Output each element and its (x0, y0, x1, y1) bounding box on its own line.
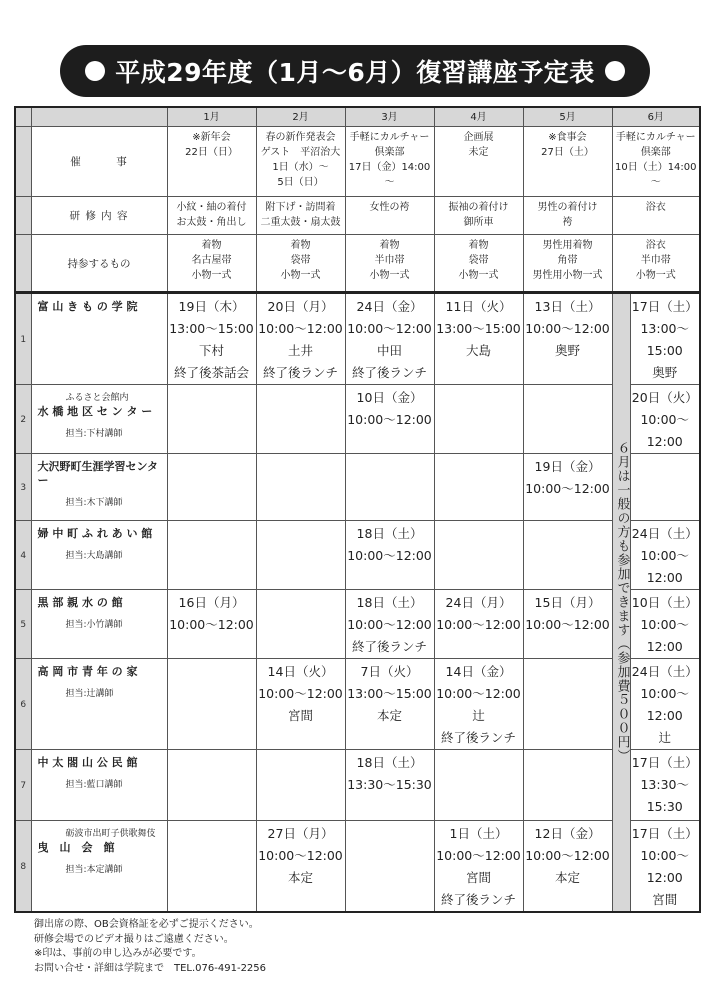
session-cell (630, 820, 700, 912)
month-header: 2月 (256, 107, 345, 126)
info-line: 着物 (290, 239, 311, 251)
info-line: 着物 (468, 239, 489, 251)
info-cell (434, 196, 523, 234)
session-cell (434, 658, 523, 749)
venue-row (15, 658, 700, 749)
session-cell (167, 749, 256, 820)
venue-name-cell (31, 589, 167, 658)
info-line: 振袖の着付け (448, 201, 509, 213)
session-line: 10:00～12:00 (436, 616, 521, 632)
venue-subtitle: ふるさと会館内 (65, 392, 129, 403)
session-cell (256, 589, 345, 658)
session-line: 本定 (554, 869, 580, 885)
info-line: 手軽にカルチャー倶楽部 (349, 131, 430, 158)
row-number-cell (15, 234, 31, 292)
session-cell (256, 658, 345, 749)
session-line: 本定 (376, 707, 402, 723)
info-line: 二重太鼓・扇太鼓 (260, 216, 341, 228)
info-line: 未定 (468, 146, 489, 158)
session-cell (167, 658, 256, 749)
session-line: 13:00～15:00 (640, 320, 690, 358)
session-line: 24日（月） (445, 594, 512, 610)
info-line: 小物一式 (635, 269, 676, 281)
venue-instructor: 担当:大島講師 (65, 550, 123, 561)
page-title: 平成29年度（1月～6月）復習講座予定表 (115, 58, 595, 87)
session-cell (345, 384, 434, 453)
info-line: 1日（水）～ (272, 161, 329, 173)
session-cell (630, 453, 700, 520)
session-line: 辻 (658, 729, 671, 745)
info-line: 袴 (562, 216, 573, 228)
info-cell (345, 126, 434, 196)
venue-name-cell (31, 292, 167, 384)
session-line: 宮間 (465, 869, 491, 885)
venue-instructor: 担当:下村講師 (65, 428, 123, 439)
venue-instructor: 担当:藍口講師 (65, 779, 123, 790)
session-cell (345, 820, 434, 912)
schedule-title-banner (60, 45, 650, 97)
venue-instructor: 担当:小竹講師 (65, 619, 123, 630)
info-line: 春の新作発表会 (265, 131, 336, 143)
info-line: 袋帯 (468, 254, 489, 266)
session-cell (256, 384, 345, 453)
info-line: 小物一式 (369, 269, 410, 281)
bullet-dot-icon (85, 61, 105, 81)
info-cell (167, 234, 256, 292)
session-cell (345, 292, 434, 384)
session-cell (256, 749, 345, 820)
session-line: 大島 (465, 342, 491, 358)
session-line: 10:00～12:00 (436, 685, 521, 701)
session-cell (256, 820, 345, 912)
info-line: 10日（土）14:00～ (614, 161, 697, 188)
session-line: 17日（土） (631, 298, 698, 314)
header-corner-num (15, 107, 31, 126)
session-line: 10:00～12:00 (347, 547, 432, 563)
info-cell (167, 196, 256, 234)
venue-number: 7 (15, 749, 31, 820)
session-line: 10:00～12:00 (169, 616, 254, 632)
session-line: 27日（月） (267, 825, 334, 841)
session-cell (523, 749, 612, 820)
venue-name-cell (31, 453, 167, 520)
venue-number: 1 (15, 292, 31, 384)
session-cell (523, 520, 612, 589)
info-cell (256, 234, 345, 292)
info-line: 男性用着物 (542, 239, 593, 251)
info-line: お太鼓・角出し (176, 216, 247, 228)
session-line: 10:00～12:00 (525, 480, 610, 496)
session-cell (345, 453, 434, 520)
info-line: ※新年会 (192, 131, 231, 143)
session-line: 奥野 (652, 364, 678, 380)
info-line: 着物 (201, 239, 222, 251)
session-line: 10:00～12:00 (525, 616, 610, 632)
items-to-bring-row (15, 234, 700, 292)
session-line: 宮間 (287, 707, 313, 723)
session-line: 18日（土） (356, 525, 423, 541)
session-line: 13:30～15:30 (347, 776, 432, 792)
venue-instructor: 担当:木下講師 (65, 497, 123, 508)
venue-name-cell (31, 384, 167, 453)
session-line: 14日（金） (445, 663, 512, 679)
month-header: 3月 (345, 107, 434, 126)
session-cell (434, 820, 523, 912)
session-cell (256, 292, 345, 384)
month-header: 1月 (167, 107, 256, 126)
info-line: 男性の着付け (537, 201, 598, 213)
info-cell (434, 234, 523, 292)
session-cell (345, 749, 434, 820)
session-line: 24日（土） (631, 525, 698, 541)
session-line: 17日（土） (631, 825, 698, 841)
venue-name: 婦 中 町 ふ れ あ い 館 (37, 526, 153, 540)
info-cell (167, 126, 256, 196)
session-line: 辻 (472, 707, 485, 723)
session-line: 17日（土） (631, 754, 698, 770)
venue-row (15, 749, 700, 820)
info-line: 半巾帯 (374, 254, 405, 266)
venue-instructor: 担当:辻講師 (65, 688, 114, 699)
venue-name: 黒 部 親 水 の 館 (37, 595, 123, 609)
info-cell (434, 126, 523, 196)
session-line: 13日（土） (534, 298, 601, 314)
venue-name-cell (31, 820, 167, 912)
row-label: 持参するもの (31, 234, 167, 292)
session-line: 10:00～12:00 (347, 320, 432, 336)
session-cell (434, 520, 523, 589)
footer-notes (34, 918, 266, 976)
info-line: 22日（日） (185, 146, 238, 158)
session-line: 19日（木） (178, 298, 245, 314)
session-line: 13:00～15:00 (436, 320, 521, 336)
info-line: 角帯 (557, 254, 578, 266)
venue-number: 3 (15, 453, 31, 520)
info-cell (523, 196, 612, 234)
info-line: 袋帯 (290, 254, 311, 266)
session-line: 13:00～15:00 (347, 685, 432, 701)
info-line: 小紋・紬の着付 (176, 201, 247, 213)
footer-note: ※印は、事前の申し込みが必要です。 (34, 948, 202, 959)
session-line: 13:00～15:00 (169, 320, 254, 336)
session-cell (523, 820, 612, 912)
session-line: 10日（金） (356, 389, 423, 405)
session-line: 終了後ランチ (440, 891, 516, 907)
session-line: 終了後ランチ (351, 638, 427, 654)
info-line: 名古屋帯 (191, 254, 232, 266)
session-cell (345, 658, 434, 749)
session-line: 終了後ランチ (351, 364, 427, 380)
footer-note: お問い合せ・詳細は学院まで TEL.076-491-2256 (34, 962, 267, 974)
session-line: 13:30～15:30 (640, 776, 690, 814)
session-line: 24日（土） (631, 663, 698, 679)
venue-row (15, 384, 700, 453)
info-cell (345, 196, 434, 234)
info-cell (523, 234, 612, 292)
session-cell (167, 820, 256, 912)
info-cell (612, 196, 700, 234)
venue-name-cell (31, 520, 167, 589)
session-line: 10:00～12:00 (640, 685, 690, 723)
session-line: 10:00～12:00 (640, 411, 690, 449)
session-cell (630, 384, 700, 453)
session-line: 中田 (376, 342, 402, 358)
session-line: 10:00～12:00 (258, 320, 343, 336)
bullet-dot-icon (605, 61, 625, 81)
venue-row (15, 292, 700, 384)
info-line: 浴衣 (645, 239, 666, 251)
session-cell (256, 453, 345, 520)
session-line: 14日（火） (267, 663, 334, 679)
venue-number: 6 (15, 658, 31, 749)
info-cell (612, 234, 700, 292)
info-line: 小物一式 (458, 269, 499, 281)
session-line: 10:00～12:00 (258, 685, 343, 701)
venue-instructor: 担当:本定講師 (65, 864, 123, 875)
session-line: 10:00～12:00 (436, 847, 521, 863)
footer-note: 研修会場でのビデオ撮りはご遠慮ください。 (34, 933, 234, 945)
info-line: 手軽にカルチャー倶楽部 (615, 131, 696, 158)
venue-name: 富 山 き も の 学 院 (37, 299, 138, 313)
session-cell (523, 384, 612, 453)
session-line: 19日（金） (534, 458, 601, 474)
session-cell (434, 749, 523, 820)
venue-row (15, 520, 700, 589)
session-cell (630, 292, 700, 384)
row-number-cell (15, 126, 31, 196)
session-line: 15日（月） (534, 594, 601, 610)
info-line: 浴衣 (645, 201, 666, 213)
session-line: 終了後ランチ (440, 729, 516, 745)
venue-name-cell (31, 749, 167, 820)
info-line: 17日（金）14:00～ (348, 161, 431, 188)
info-line: 着物 (379, 239, 400, 251)
session-line: 終了後ランチ (262, 364, 338, 380)
info-line: 小物一式 (191, 269, 232, 281)
info-line: 御所車 (463, 216, 494, 228)
info-line: 27日（土） (541, 146, 594, 158)
session-cell (434, 384, 523, 453)
session-cell (434, 292, 523, 384)
venue-name: 中 太 閤 山 公 民 館 (37, 755, 138, 769)
info-line: 企画展 (463, 131, 494, 143)
info-cell (612, 126, 700, 196)
june-note-text: ６月は一般の方も参加できます（参加費５００円） (614, 441, 630, 763)
footer-note: 御出席の際、OB会資格証を必ずご提示ください。 (34, 919, 259, 930)
row-label: 催 事 (31, 126, 167, 196)
venue-subtitle: 砺波市出町子供歌舞伎 (65, 828, 156, 839)
session-line: 奥野 (554, 342, 580, 358)
header-corner-label (31, 107, 167, 126)
session-line: 10:00～12:00 (525, 320, 610, 336)
session-line: 20日（月） (267, 298, 334, 314)
venue-row (15, 589, 700, 658)
info-line: 男性用小物一式 (532, 269, 603, 281)
june-note-cell (612, 292, 630, 912)
session-line: 1日（土） (449, 825, 508, 841)
session-cell (434, 589, 523, 658)
session-cell (167, 453, 256, 520)
session-line: 10日（土） (631, 594, 698, 610)
info-line: ゲスト 平沼治大 (260, 146, 341, 158)
session-line: 24日（金） (356, 298, 423, 314)
session-line: 10:00～12:00 (258, 847, 343, 863)
info-line: ※食事会 (548, 131, 587, 143)
session-cell (630, 589, 700, 658)
month-header: 4月 (434, 107, 523, 126)
session-line: 10:00～12:00 (640, 847, 690, 885)
session-line: 11日（火） (445, 298, 512, 314)
venue-name-cell (31, 658, 167, 749)
session-cell (345, 589, 434, 658)
training-content-row (15, 196, 700, 234)
session-cell (167, 292, 256, 384)
venue-number: 8 (15, 820, 31, 912)
info-cell (523, 126, 612, 196)
row-label: 研 修 内 容 (31, 196, 167, 234)
session-cell (630, 749, 700, 820)
session-line: 18日（土） (356, 594, 423, 610)
session-cell (167, 520, 256, 589)
row-number-cell (15, 196, 31, 234)
session-line: 20日（火） (631, 389, 698, 405)
venue-row (15, 453, 700, 520)
info-cell (256, 196, 345, 234)
session-line: 下村 (198, 342, 224, 358)
session-line: 10:00～12:00 (525, 847, 610, 863)
info-cell (256, 126, 345, 196)
session-line: 7日（火） (360, 663, 419, 679)
session-line: 宮間 (652, 891, 678, 907)
venue-number: 4 (15, 520, 31, 589)
session-cell (523, 658, 612, 749)
session-cell (167, 384, 256, 453)
session-line: 土井 (287, 342, 313, 358)
session-line: 18日（土） (356, 754, 423, 770)
venue-name: 高 岡 市 青 年 の 家 (37, 664, 138, 678)
session-line: 10:00～12:00 (640, 547, 690, 585)
session-cell (434, 453, 523, 520)
session-cell (523, 589, 612, 658)
venue-name: 曳 山 会 館 (37, 840, 115, 854)
venue-row (15, 820, 700, 912)
info-line: 半巾帯 (640, 254, 671, 266)
schedule-table (14, 106, 701, 913)
session-cell (256, 520, 345, 589)
session-cell (630, 520, 700, 589)
session-cell (523, 292, 612, 384)
month-header: 5月 (523, 107, 612, 126)
venue-name: 水 橋 地 区 セ ン タ ー (37, 404, 153, 418)
info-cell (345, 234, 434, 292)
session-line: 12日（金） (534, 825, 601, 841)
session-line: 16日（月） (178, 594, 245, 610)
info-line: 5日（日） (277, 176, 324, 188)
venue-number: 2 (15, 384, 31, 453)
session-line: 10:00～12:00 (347, 411, 432, 427)
session-line: 10:00～12:00 (347, 616, 432, 632)
info-line: 附下げ・訪問着 (265, 201, 336, 213)
session-cell (523, 453, 612, 520)
venue-number: 5 (15, 589, 31, 658)
info-line: 小物一式 (280, 269, 321, 281)
session-cell (167, 589, 256, 658)
events-row (15, 126, 700, 196)
session-cell (630, 658, 700, 749)
month-header: 6月 (612, 107, 700, 126)
venue-name: 大沢野町生涯学習センター (37, 459, 159, 487)
session-line: 終了後茶話会 (173, 364, 249, 380)
session-line: 本定 (287, 869, 313, 885)
month-header-row (15, 107, 700, 126)
info-line: 女性の袴 (369, 201, 410, 213)
session-line: 10:00～12:00 (640, 616, 690, 654)
session-cell (345, 520, 434, 589)
